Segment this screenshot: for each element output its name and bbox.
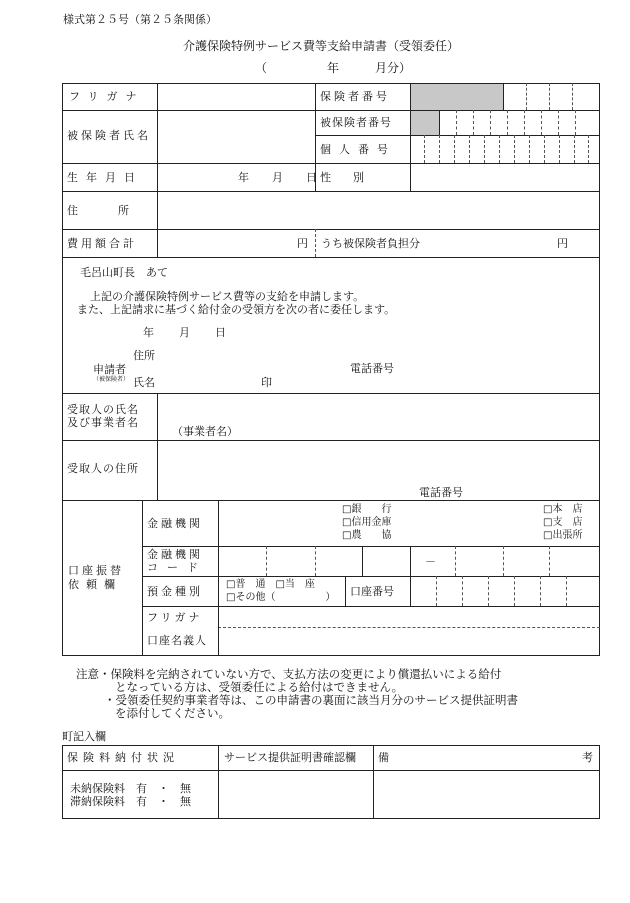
note-1b: となっている方は、受領委任による給付はできません。 — [115, 680, 404, 694]
note-2a: ・受領委任契約事業者等は、この申請書の裏面に該当月分のサービス提供証明書 — [104, 693, 518, 707]
code-dash: － — [425, 555, 436, 568]
business-name-label: （事業者名） — [172, 425, 238, 438]
applicant-name-label: 氏名 — [133, 376, 155, 389]
note-2b: を添付してください。 — [115, 706, 230, 720]
code-label-1: 金融機関 — [147, 548, 203, 561]
insured-name-label: 被保険者氏名 — [67, 129, 151, 142]
branch-option-office[interactable]: □出張所 — [543, 530, 583, 541]
insurer-number-label: 保険者番号 — [320, 90, 390, 103]
applicant-label: 申請者 — [93, 363, 126, 376]
recipient-name-label-2: 及び事業者名 — [67, 416, 139, 429]
seal-mark: 印 — [261, 376, 272, 389]
remarks-header-1: 備 — [378, 751, 389, 764]
insured-number-label: 被保険者番号 — [320, 116, 392, 129]
address-label: 住 所 — [67, 204, 135, 217]
note-1a: 注意・保険料を完納されていない方で、支払方法の変更により償還払いによる給付 — [76, 667, 502, 681]
applicant-phone-label: 電話番号 — [350, 362, 394, 375]
yen-unit: 円 — [297, 237, 308, 250]
unpaid-premium: 未納保険料 有 ・ 無 — [70, 782, 191, 795]
recipient-name-label-1: 受取人の氏名 — [67, 403, 139, 416]
town-section-label: 町記入欄 — [62, 730, 106, 743]
form-title: 介護保険特例サービス費等支給申請書（受領委任） — [183, 39, 460, 53]
deposit-options-2[interactable]: □その他（ ） — [226, 592, 336, 603]
furigana-label: フリガナ — [69, 90, 145, 103]
deposit-options-1[interactable]: □普 通 □当 座 — [226, 579, 315, 590]
deposit-type-label: 預金種別 — [147, 585, 203, 598]
inst-option-shinkin[interactable]: □信用金庫 — [342, 517, 392, 528]
branch-option-branch[interactable]: □支 店 — [543, 517, 583, 528]
applicant-address-label: 住所 — [133, 349, 155, 362]
total-cost-label: 費用額合計 — [67, 237, 137, 250]
declaration-line1: 上記の介護保険特例サービス費等の支給を申請します。 — [90, 290, 365, 303]
birthdate-label: 生年月日 — [67, 171, 143, 184]
addressee: 毛呂山町長 あて — [80, 266, 168, 279]
personal-number-label: 個人番号 — [320, 143, 396, 156]
insurer-number-shaded — [411, 84, 503, 110]
form-number: 様式第２５号（第２５条関係） — [63, 13, 217, 26]
remarks-header-2: 考 — [582, 751, 593, 764]
yen-unit-2: 円 — [557, 237, 568, 250]
bank-furigana-label: フリガナ — [147, 611, 203, 624]
recipient-address-label: 受取人の住所 — [67, 462, 139, 475]
account-number-label: 口座番号 — [350, 585, 394, 598]
sex-label: 性 別 — [320, 171, 364, 184]
birthdate-value: 年 月 日 — [238, 171, 323, 184]
bank-section-label-1: 口座振替 — [68, 564, 124, 577]
code-label-2: コード — [147, 561, 207, 574]
institution-label: 金融機関 — [147, 517, 203, 530]
inst-option-bank[interactable]: □銀 行 — [342, 504, 392, 515]
inst-option-nokyo[interactable]: □農 協 — [342, 530, 392, 541]
payment-status-header: 保険料納付状況 — [67, 751, 179, 764]
declaration-line2: また、上記請求に基づく給付金の受領方を次の者に委任します。 — [77, 303, 396, 316]
bank-section-label-2: 依頼欄 — [68, 578, 122, 591]
insured-number-shaded — [411, 111, 439, 135]
declaration-date: 年 月 日 — [143, 326, 233, 339]
period: （ 年 月分） — [255, 61, 412, 75]
account-holder-label: 口座名義人 — [147, 634, 207, 647]
applicant-sub: （被保険者） — [93, 376, 130, 383]
recipient-phone-label: 電話番号 — [419, 486, 463, 499]
service-cert-header: サービス提供証明書確認欄 — [224, 751, 356, 764]
branch-option-main[interactable]: □本 店 — [543, 504, 583, 515]
overdue-premium: 滞納保険料 有 ・ 無 — [70, 795, 191, 808]
insured-share-label: うち被保険者負担分 — [321, 237, 420, 250]
